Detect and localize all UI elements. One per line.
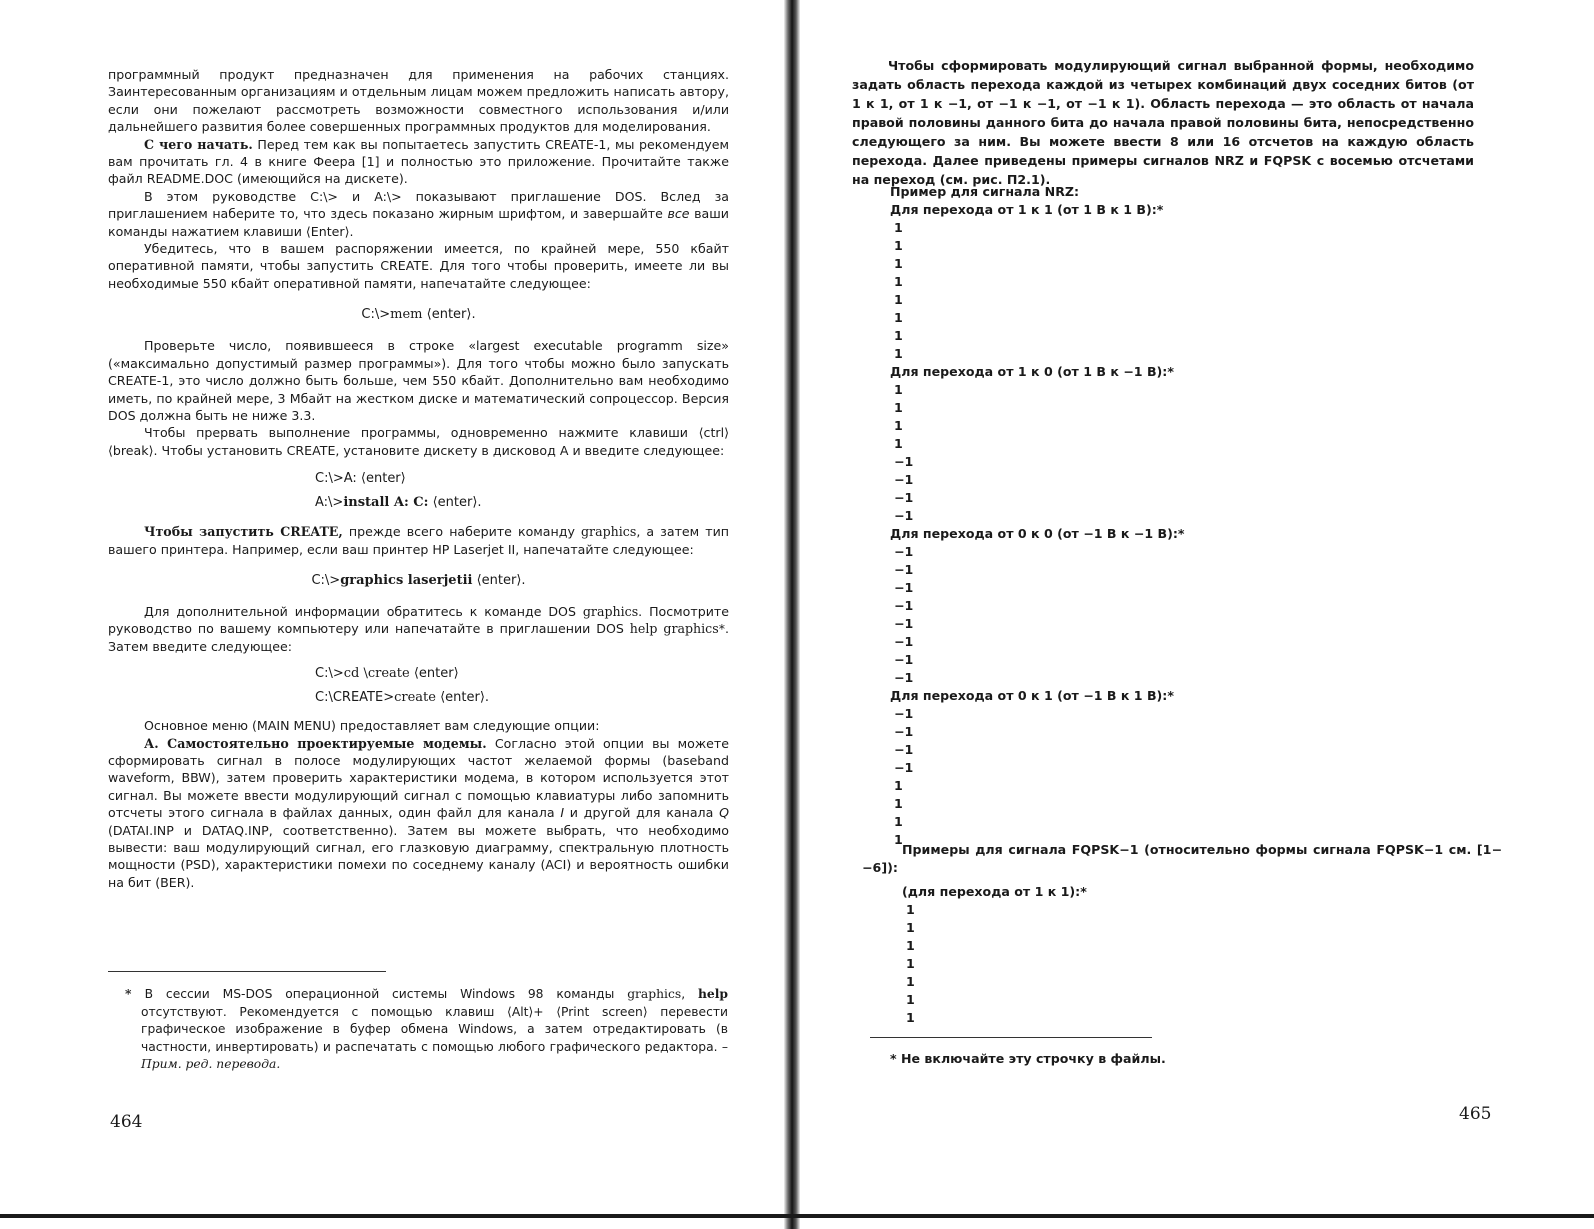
sample-value: 1 [894, 436, 903, 451]
start-paragraph [108, 136, 729, 188]
sample-value: 1 [906, 974, 915, 989]
option-a-text-1: Согласно этой опции вы можете сформировать сигнал в полосе модулирующих частот желаемой формы (baseband waveform, BBW), затем проверить характеристики модема, в котором используется этот сигнал. Вы можете ввести модулирующий сигнал с помощью клавиатуры либо запомнить отсчеты этого сигнала в файлах данных, один файл для канала [108, 735, 730, 821]
dos-help-text-2: . Посмотрите руководство по вашему компьютеру или напечатайте в приглашении DOS [108, 603, 729, 637]
fqpsk-examples [902, 883, 1087, 1027]
sample-value: 1 [894, 310, 903, 325]
sample-value: 1 [906, 992, 915, 1007]
sample-value: −1 [894, 580, 914, 595]
fqpsk-title-text: Примеры для сигнала FQPSK−1 (относительно формы сигнала FQPSK−1 см. [1−−6]): [862, 842, 1502, 875]
sample-value: 1 [894, 832, 903, 847]
command-prompt: C:\> [311, 572, 341, 588]
dos-help-text-1: Для дополнительной информации обратитесь к команде DOS [144, 603, 583, 619]
transition-label: Для перехода от 1 к 0 (от 1 В к −1 В):* [890, 364, 1174, 379]
book-spine [784, 0, 800, 1229]
option-a-var-i: I [560, 805, 565, 821]
command-mem [108, 306, 729, 324]
command-prompt: A:\> [315, 495, 344, 511]
footnote-left-text [125, 985, 728, 1074]
sample-value: −1 [894, 472, 914, 487]
fqpsk-title [862, 841, 1502, 877]
dos-prompt-paragraph [108, 188, 729, 240]
sample-value: 1 [906, 902, 915, 917]
sample-value: −1 [894, 454, 914, 469]
footnote-rule-left [108, 971, 386, 972]
graphics-paragraph [108, 523, 729, 558]
dos-prompt-text-1: В этом руководстве C:\> и A:\> показывают приглашение DOS. Вслед за приглашением наберите то, что здесь показано жирным шрифтом, и завершайте [108, 188, 729, 222]
footnote-left [125, 985, 728, 1074]
command-tail: ⟨enter⟩. [428, 495, 482, 511]
sample-value: −1 [894, 652, 914, 667]
fqpsk-values [902, 901, 1087, 1027]
footnote-italic: Прим. ред. перевода. [141, 1057, 281, 1072]
intro-paragraph: программный продукт предназначен для применения на рабочих станциях. Заинтересованным организациям и отдельным лицам можем предложить написать автору, если они пожелают рассмотреть возможности совместного использования и/или дальнейшего развития более совершенных программных продуктов для моделирования. [108, 67, 729, 135]
graphics-text-2: , а затем тип вашего принтера. Например, если ваш принтер HP Laserjet II, напечатайте следующее: [108, 524, 729, 557]
dos-prompt-text-2: ваши команды нажатием клавиши ⟨Enter⟩. [108, 206, 729, 239]
command-prompt: C:\CREATE> [315, 690, 395, 706]
transition-label: Для перехода от 0 к 1 (от −1 В к 1 В):* [890, 688, 1174, 703]
nrz-examples [890, 183, 1184, 849]
sample-value: −1 [894, 706, 914, 721]
page-number-left: 464 [110, 1112, 143, 1132]
dos-help-text-3: *. Затем введите следующее: [108, 621, 729, 654]
graphics-command: graphics [581, 524, 637, 540]
sample-value: 1 [894, 418, 903, 433]
command-line: C:\>A: ⟨enter⟩ [315, 471, 406, 487]
sample-value: −1 [894, 724, 914, 739]
menu-paragraph: Основное меню (MAIN MENU) предоставляет вам следующие опции: [144, 718, 600, 734]
break-paragraph: Чтобы прервать выполнение программы, одновременно нажмите клавиши ⟨ctrl⟩⟨break⟩. Чтобы установить CREATE, установите дискету в дисковод A и введите следующее: [108, 425, 729, 458]
nrz-title: Пример для сигнала NRZ: [890, 184, 1080, 199]
sample-value: 1 [894, 796, 903, 811]
command-bold: mem [390, 307, 423, 323]
command-tail: ⟨enter⟩. [435, 690, 490, 706]
command-line [315, 662, 729, 686]
command-prompt: C:\> [315, 666, 344, 682]
footnote-command-2: help [697, 986, 728, 1001]
start-heading: С чего начать. [144, 136, 253, 152]
sample-value: 1 [894, 778, 903, 793]
command-tail: ⟨enter⟩. [422, 307, 476, 323]
sample-value: −1 [894, 544, 914, 559]
sample-value: −1 [894, 760, 914, 775]
sample-value: 1 [906, 956, 915, 971]
command-prompt: C:\> [361, 307, 391, 323]
transition-label: Для перехода от 1 к 1 (от 1 В к 1 В):* [890, 202, 1164, 217]
dos-help-paragraph [108, 603, 729, 655]
sample-value: −1 [894, 634, 914, 649]
sample-value: 1 [906, 938, 915, 953]
sample-value: 1 [894, 292, 903, 307]
command-create-block [108, 662, 729, 710]
memory-paragraph: Убедитесь, что в вашем распоряжении имеется, по крайней мере, 550 кбайт оперативной памяти, чтобы запустить CREATE. Для того чтобы проверить, имеете ли вы необходимые 550 кбайт оперативной памяти, напечатайте следующее: [108, 241, 729, 291]
footnote-text-2: , [681, 987, 698, 1001]
sample-value: 1 [894, 400, 903, 415]
sample-value: 1 [906, 1010, 915, 1025]
dos-prompt-italic: все [667, 206, 690, 222]
sample-value: 1 [894, 256, 903, 271]
sample-value: 1 [906, 920, 915, 935]
start-text: Перед тем как вы попытаетесь запустить CREATE-1, мы рекомендуем вам прочитать гл. 4 в книге Феера [1] и полностью это приложение. Прочитайте также файл README.DOC (имеющийся на дискете). [108, 136, 729, 187]
footnote-right: * Не включайте эту строчку в файлы. [890, 1051, 1166, 1066]
command-bold: cd \create [343, 666, 410, 682]
graphics-text-1: прежде всего наберите команду [342, 524, 581, 540]
sample-value: 1 [894, 382, 903, 397]
check-paragraph: Проверьте число, появившееся в строке «largest executable programm size» («максимально допустимый размер программы»). Для того чтобы можно было запускать CREATE-1, это число должно быть больше, чем 550 кбайт. Дополнительно вам необходимо иметь, по крайней мере, 3 Мбайт на жестком диске и математический сопроцессор. Версия DOS должна быть не ниже 3.3. [108, 338, 729, 423]
transition-label: Для перехода от 0 к 0 (от −1 В к −1 В):* [890, 526, 1185, 541]
graphics-heading: Чтобы запустить CREATE, [144, 524, 343, 540]
right-intro-paragraph: Чтобы сформировать модулирующий сигнал выбранной формы, необходимо задать область перехода каждой из четырех комбинаций двух соседних битов (от 1 к 1, от 1 к −1, от −1 к −1, от −1 к 1). Область перехода — это область от начала правой половины данного бита до начала правой половины бита, непосредственно следующего за ним. Вы можете ввести 8 или 16 отсчетов на каждую область перехода. Далее приведены примеры сигналов NRZ и FQPSK с восемью отсчетами на переход (см. рис. П2.1). [852, 58, 1474, 187]
dos-help-command-1: graphics [582, 603, 639, 619]
command-bold: create [394, 690, 436, 706]
footnote-text-1: В сессии MS-DOS операционной системы Windows 98 команды [144, 987, 628, 1001]
command-bold: graphics laserjetii [340, 572, 473, 588]
sample-value: −1 [894, 508, 914, 523]
right-intro [852, 56, 1474, 189]
sample-value: 1 [894, 328, 903, 343]
dos-help-command-2: help graphics [629, 621, 719, 637]
command-graphics [108, 572, 729, 590]
option-a-paragraph [108, 735, 729, 892]
sample-value: −1 [894, 490, 914, 505]
command-tail: ⟨enter⟩ [409, 666, 459, 682]
sample-value: −1 [894, 562, 914, 577]
footnote-text-3: отсутствуют. Рекомендуется с помощью клавиш ⟨Alt⟩+ ⟨Print screen⟩ перевести графическое изображение в буфер обмена Windows, а затем отредактировать (в частности, инвертировать) и распечатать с помощью любого графического редактора. – [141, 1004, 728, 1054]
page-number-right: 465 [1459, 1104, 1492, 1124]
command-line [315, 686, 729, 710]
command-tail: ⟨enter⟩. [472, 572, 526, 588]
sample-value: 1 [894, 346, 903, 361]
option-a-text-2: и другой для канала [564, 805, 720, 821]
option-a-text-3: (DATAI.INP и DATAQ.INP, соответственно). Затем вы можете выбрать, что необходимо вывести: ваш модулирующий сигнал, его глазковую диаграмму, спектральную плотность мощности (PSD), характеристики помехи по соседнему каналу (ACI) и вероятность ошибки на бит (BER). [108, 822, 729, 890]
sample-value: −1 [894, 742, 914, 757]
nrz-blocks [890, 201, 1184, 849]
sample-value: 1 [894, 238, 903, 253]
sample-value: −1 [894, 670, 914, 685]
option-a-heading: А. Самостоятельно проектируемые модемы. [144, 735, 487, 751]
left-main-text [108, 66, 729, 891]
footnote-mark: * [125, 986, 145, 1001]
footnote-command-1: graphics [627, 987, 682, 1001]
page-bottom-edge [0, 1214, 1594, 1218]
sample-value: −1 [894, 616, 914, 631]
sample-value: −1 [894, 598, 914, 613]
footnote-rule-right [870, 1037, 1152, 1038]
fqpsk-label: (для перехода от 1 к 1):* [902, 884, 1087, 899]
option-a-var-q: Q [719, 805, 729, 821]
sample-value: 1 [894, 274, 903, 289]
sample-value: 1 [894, 814, 903, 829]
sample-value: 1 [894, 220, 903, 235]
command-install-block [108, 467, 729, 515]
command-bold: install A: C: [343, 495, 429, 511]
command-line [315, 491, 729, 515]
